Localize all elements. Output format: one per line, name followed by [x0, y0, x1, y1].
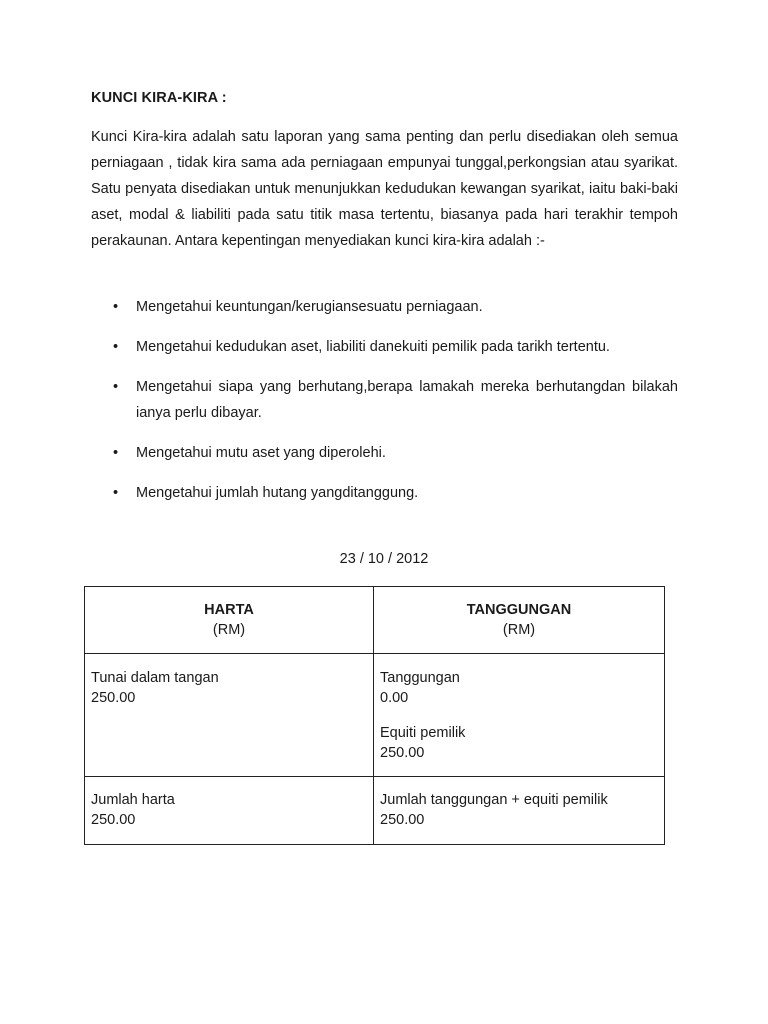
total-liabilities-equity-value: 250.00 [380, 812, 425, 828]
harta-header [85, 587, 374, 654]
statement-date: 23 / 10 / 2012 [339, 551, 429, 567]
total-liabilities-equity-label: Jumlah tanggungan + equiti pemilik [380, 792, 608, 808]
tanggungan-header [374, 587, 665, 654]
total-assets-value: 250.00 [91, 812, 136, 828]
asset-value: 250.00 [91, 690, 136, 706]
list-item: • Mengetahui jumlah hutang yangditanggung. [91, 480, 678, 506]
importance-list [91, 294, 678, 520]
table-row [85, 654, 665, 777]
liabilities-equity-cell [374, 654, 665, 777]
liability-label: Tanggungan [380, 670, 460, 686]
harta-title: HARTA [204, 602, 254, 618]
list-item: • Mengetahui keuntungan/kerugiansesuatu perniagaan. [91, 294, 678, 320]
intro-paragraph: Kunci Kira-kira adalah satu laporan yang sama penting dan perlu disediakan oleh semua perniagaan , tidak kira sama ada perniagaan empunyai tunggal,perkongsian atau syarikat. Satu penyata disediakan untuk menunjukkan kedudukan kewangan syarikat, iaitu baki-baki aset, modal & liabiliti pada satu titik masa tertentu, biasanya pada hari terakhir tempoh perakaunan. Antara kepentingan menyediakan kunci kira-kira adalah :- [91, 129, 678, 249]
harta-unit: (RM) [212, 622, 246, 638]
liability-value: 0.00 [380, 690, 409, 706]
tanggungan-title: TANGGUNGAN [466, 602, 572, 618]
table-header-row [85, 587, 665, 654]
list-item: • Mengetahui kedudukan aset, liabiliti danekuiti pemilik pada tarikh tertentu. [91, 334, 678, 360]
total-assets-cell [85, 777, 374, 845]
total-assets-label: Jumlah harta [91, 792, 175, 808]
table-row [85, 777, 665, 845]
list-item: • Mengetahui mutu aset yang diperolehi. [91, 440, 678, 466]
equity-label: Equiti pemilik [380, 725, 466, 741]
total-liabilities-equity-cell [374, 777, 665, 845]
section-heading: KUNCI KIRA-KIRA : [91, 90, 227, 106]
assets-cell [85, 654, 374, 777]
equity-value: 250.00 [380, 745, 425, 761]
asset-label: Tunai dalam tangan [91, 670, 219, 686]
list-item: • Mengetahui siapa yang berhutang,berapa lamakah mereka berhutangdan bilakah ianya perlu dibayar. [91, 374, 678, 426]
tanggungan-unit: (RM) [502, 622, 536, 638]
balance-sheet-table [84, 586, 665, 845]
